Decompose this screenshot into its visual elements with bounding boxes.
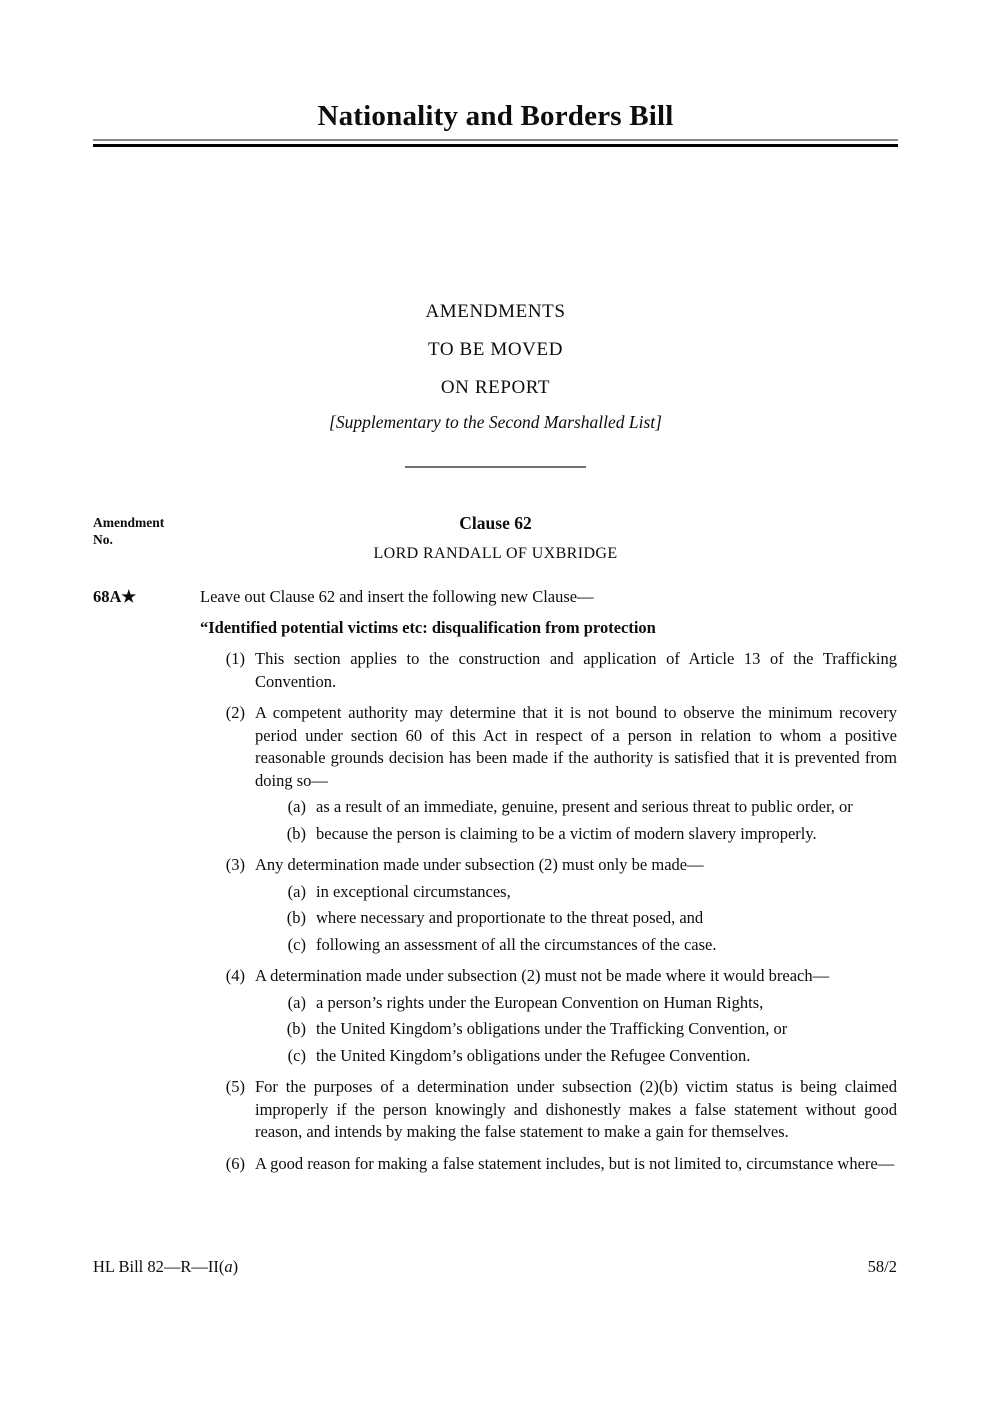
sub-items xyxy=(255,881,897,957)
subsection-text: Any determination made under subsection (2) must only be made— xyxy=(255,855,704,874)
sub-item xyxy=(278,881,897,904)
sub-item xyxy=(278,934,897,957)
sub-item-number: (a) xyxy=(287,881,306,901)
sub-item xyxy=(278,796,897,819)
sub-item-text: the United Kingdom’s obligations under the Trafficking Convention, or xyxy=(316,1019,788,1038)
title-rule-thick xyxy=(93,144,898,147)
page-title: Nationality and Borders Bill xyxy=(317,100,674,132)
subsection-body xyxy=(255,965,897,1067)
subsection-number: (6) xyxy=(225,1153,245,1173)
subsection-text: A competent authority may determine that it is not bound to observe the minimum recovery period under section 60 of this Act in respect of a person in relation to whom a positive reasonable grounds decision has been made if the authority is satisfied that it is prevented from doing so— xyxy=(255,703,897,790)
clause-header xyxy=(0,512,991,565)
subsection-number: (1) xyxy=(225,649,245,668)
amendment-instruction: Leave out Clause 62 and insert the following new Clause— xyxy=(200,587,594,606)
sub-item-text: because the person is claiming to be a victim of modern slavery improperly. xyxy=(316,823,817,843)
subsection xyxy=(200,1153,897,1176)
page-footer xyxy=(93,1256,897,1278)
sub-item xyxy=(278,907,897,930)
subsection-number: (3) xyxy=(225,855,245,874)
subsection-text: This section applies to the construction and application of Article 13 of the Trafficking Convention. xyxy=(255,649,897,691)
sub-item xyxy=(278,1018,897,1041)
subsection-number: (2) xyxy=(225,703,245,722)
sub-item xyxy=(278,1045,897,1068)
sub-item-number: (b) xyxy=(286,1019,306,1038)
subsection xyxy=(200,648,897,693)
sub-item-number: (a) xyxy=(287,797,306,816)
amendment-body xyxy=(200,585,897,1175)
sub-item-text: following an assessment of all the circumstances of the case. xyxy=(316,934,717,954)
subsection-body xyxy=(255,648,897,693)
subsections xyxy=(200,648,897,1175)
amendment-68a xyxy=(93,585,897,1175)
subsection-text: For the purposes of a determination under subsection (2)(b) victim status is being claimed improperly if the person knowingly and dishonestly makes a false statement without good reason, and intends by making the false statement to make a gain for themselves. xyxy=(255,1077,897,1141)
sub-item-number: (b) xyxy=(286,823,306,843)
subsection-number: (5) xyxy=(225,1077,245,1096)
sub-item xyxy=(278,823,897,846)
sub-items xyxy=(255,796,897,845)
sub-item-number: (b) xyxy=(286,908,306,927)
sub-item-number: (c) xyxy=(287,934,306,954)
mover-name: LORD RANDALL OF UXBRIDGE xyxy=(373,545,618,562)
section-divider xyxy=(405,466,586,468)
amendment-number-text: 68A xyxy=(93,587,122,606)
subsection-body xyxy=(255,702,897,845)
sub-item-number: (c) xyxy=(287,1045,306,1065)
front-matter-subtitle: [Supplementary to the Second Marshalled List] xyxy=(329,412,662,432)
subsection-number: (4) xyxy=(225,966,245,985)
sub-item-text: a person’s rights under the European Convention on Human Rights, xyxy=(316,992,764,1012)
sub-item-text: in exceptional circumstances, xyxy=(316,881,511,901)
amendment-no-label-line2: No. xyxy=(93,532,113,547)
title-rule-thin xyxy=(93,139,898,141)
front-matter-line: AMENDMENTS xyxy=(425,301,566,322)
front-matter xyxy=(0,293,991,434)
bill-reference-italic: a xyxy=(224,1257,233,1276)
clause-heading: Clause 62 xyxy=(459,513,532,533)
sub-item-number: (a) xyxy=(287,992,306,1012)
sub-item-text: as a result of an immediate, genuine, present and serious threat to public order, or xyxy=(316,797,853,816)
sub-item xyxy=(278,992,897,1015)
bill-reference xyxy=(93,1256,238,1278)
bill-reference-suffix: ) xyxy=(232,1257,239,1276)
subsection xyxy=(200,965,897,1067)
page-number: 58/2 xyxy=(867,1257,897,1276)
subsection xyxy=(200,702,897,845)
subsection-text: A good reason for making a false statement includes, but is not limited to, circumstance where— xyxy=(255,1153,895,1173)
sub-item-text: the United Kingdom’s obligations under the Refugee Convention. xyxy=(316,1045,751,1065)
front-matter-line: TO BE MOVED xyxy=(427,339,564,360)
subsection-text: A determination made under subsection (2) must not be made where it would breach— xyxy=(255,966,830,985)
subsection-body xyxy=(255,1076,897,1144)
bill-reference-prefix: HL Bill 82—R—II( xyxy=(93,1257,225,1276)
subsection xyxy=(200,854,897,956)
front-matter-line: ON REPORT xyxy=(440,377,551,398)
subsection-body xyxy=(255,1153,897,1176)
subsection xyxy=(200,1076,897,1144)
subsection-body xyxy=(255,854,897,956)
sub-item-text: where necessary and proportionate to the threat posed, and xyxy=(316,908,704,927)
amendment-no-label xyxy=(93,514,164,548)
amendment-number xyxy=(93,585,200,1175)
sub-items xyxy=(255,992,897,1068)
new-clause-title: “Identified potential victims etc: disqualification from protection xyxy=(200,618,656,637)
star-icon: ★ xyxy=(121,587,137,606)
amendment-no-label-line1: Amendment xyxy=(93,515,165,530)
